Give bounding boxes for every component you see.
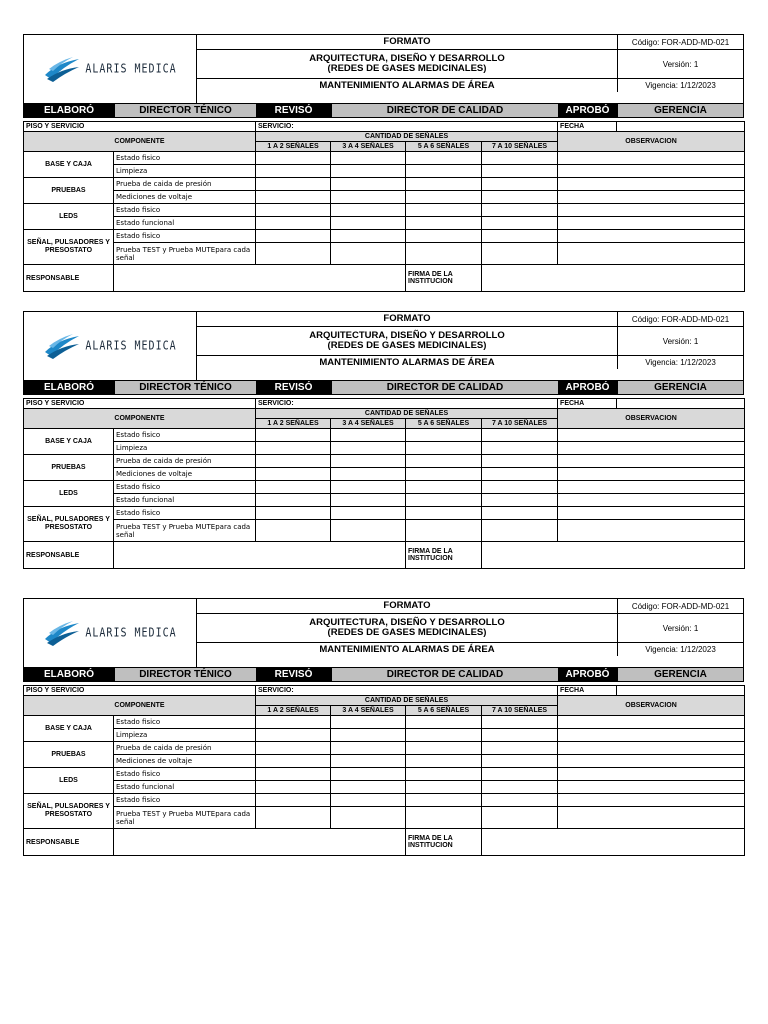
signal-count-cell[interactable] xyxy=(331,455,406,468)
form-header xyxy=(23,311,744,381)
fecha-field[interactable] xyxy=(617,686,745,696)
table-row xyxy=(24,442,745,455)
signal-count-cell[interactable] xyxy=(331,794,406,807)
signal-count-cell[interactable] xyxy=(406,217,482,230)
signal-count-cell[interactable] xyxy=(482,243,558,265)
form-title-line2: (REDES DE GASES MEDICINALES) xyxy=(327,340,487,351)
elaboro-label: ELABORÓ xyxy=(24,381,114,394)
observation-cell[interactable] xyxy=(558,442,745,455)
aprobo-label: APROBÓ xyxy=(558,668,617,681)
signal-count-cell[interactable] xyxy=(482,191,558,204)
component-item-label: Estado fisico xyxy=(114,204,256,217)
form-header xyxy=(23,34,744,104)
table-row xyxy=(24,429,745,442)
observation-cell[interactable] xyxy=(558,429,745,442)
maintenance-form-3 xyxy=(23,598,744,856)
signal-count-cell[interactable] xyxy=(331,729,406,742)
signal-count-cell[interactable] xyxy=(331,742,406,755)
signal-count-cell[interactable] xyxy=(406,468,482,481)
observation-cell[interactable] xyxy=(558,794,745,807)
aprobo-label: APROBÓ xyxy=(558,381,617,394)
observation-cell[interactable] xyxy=(558,468,745,481)
component-item-label: Limpieza xyxy=(114,165,256,178)
elaboro-value: DIRECTOR TÉNICO xyxy=(114,668,256,681)
formato-label: FORMATO xyxy=(197,312,618,326)
component-item-label: Estado fisico xyxy=(114,794,256,807)
signal-count-cell[interactable] xyxy=(482,507,558,520)
component-item-label: Mediciones de voltaje xyxy=(114,468,256,481)
component-group-label: PRUEBAS xyxy=(24,178,114,204)
alaris-logo xyxy=(43,619,176,647)
component-item-label: Prueba de caida de presión xyxy=(114,455,256,468)
fecha-field[interactable] xyxy=(617,122,745,132)
logo-text: ALARIS MEDICA xyxy=(85,339,177,353)
col-header: 5 A 6 SEÑALES xyxy=(406,419,482,429)
signal-count-cell[interactable] xyxy=(482,807,558,829)
formato-label: FORMATO xyxy=(197,35,618,49)
signal-count-cell[interactable] xyxy=(256,191,331,204)
observation-cell[interactable] xyxy=(558,520,745,542)
signal-count-cell[interactable] xyxy=(482,520,558,542)
component-group-label: SEÑAL, PULSADORES Y PRESOSTATO xyxy=(24,507,114,542)
signal-count-cell[interactable] xyxy=(406,742,482,755)
observation-cell[interactable] xyxy=(558,742,745,755)
component-item-label: Estado fisico xyxy=(114,507,256,520)
component-group-label: BASE Y CAJA xyxy=(24,152,114,178)
observation-cell[interactable] xyxy=(558,716,745,729)
signal-count-cell[interactable] xyxy=(331,768,406,781)
signal-count-cell[interactable] xyxy=(482,742,558,755)
observacion-header: OBSERVACION xyxy=(558,132,745,152)
signal-count-cell[interactable] xyxy=(256,755,331,768)
signal-count-cell[interactable] xyxy=(406,481,482,494)
signal-count-cell[interactable] xyxy=(482,455,558,468)
signal-count-cell[interactable] xyxy=(331,481,406,494)
alaris-logo xyxy=(43,55,176,83)
inspection-table xyxy=(23,685,745,856)
responsable-label: RESPONSABLE xyxy=(24,265,114,292)
responsable-field[interactable] xyxy=(114,542,406,569)
signal-count-cell[interactable] xyxy=(256,494,331,507)
col-header: 5 A 6 SEÑALES xyxy=(406,142,482,152)
signal-count-cell[interactable] xyxy=(482,716,558,729)
signal-count-cell[interactable] xyxy=(406,152,482,165)
table-row xyxy=(24,494,745,507)
signal-count-cell[interactable] xyxy=(256,165,331,178)
fecha-field[interactable] xyxy=(617,399,745,409)
approvals-bar xyxy=(23,381,744,395)
signal-count-cell[interactable] xyxy=(482,481,558,494)
signal-count-cell[interactable] xyxy=(256,807,331,829)
alaris-logo xyxy=(43,332,176,360)
signal-count-cell[interactable] xyxy=(406,230,482,243)
component-group-label: LEDS xyxy=(24,768,114,794)
signal-count-cell[interactable] xyxy=(406,429,482,442)
signal-count-cell[interactable] xyxy=(331,468,406,481)
logo-cell xyxy=(24,599,197,667)
fecha-label: FECHA xyxy=(558,399,617,409)
signal-count-cell[interactable] xyxy=(256,442,331,455)
signal-count-cell[interactable] xyxy=(256,507,331,520)
observacion-header: OBSERVACION xyxy=(558,409,745,429)
form-header xyxy=(23,598,744,668)
table-row xyxy=(24,507,745,520)
signal-count-cell[interactable] xyxy=(331,755,406,768)
signal-count-cell[interactable] xyxy=(331,152,406,165)
firma-field[interactable] xyxy=(482,265,745,292)
componente-header: COMPONENTE xyxy=(24,132,256,152)
observation-cell[interactable] xyxy=(558,217,745,230)
reviso-value: DIRECTOR DE CALIDAD xyxy=(331,381,558,394)
signal-count-cell[interactable] xyxy=(406,716,482,729)
table-row xyxy=(24,217,745,230)
form-title xyxy=(197,614,618,642)
firma-field[interactable] xyxy=(482,542,745,569)
component-item-label: Mediciones de voltaje xyxy=(114,191,256,204)
form-title-line1: ARQUITECTURA, DISEÑO Y DESARROLLO xyxy=(309,53,505,64)
version-label: Versión: 1 xyxy=(662,59,699,69)
component-item-label: Estado fisico xyxy=(114,768,256,781)
component-item-label: Limpieza xyxy=(114,729,256,742)
observation-cell[interactable] xyxy=(558,494,745,507)
form-title-line2: (REDES DE GASES MEDICINALES) xyxy=(327,627,487,638)
firma-label: FIRMA DE LA INSTITUCION xyxy=(406,542,482,569)
table-row xyxy=(24,152,745,165)
signal-count-cell[interactable] xyxy=(406,520,482,542)
maintenance-form-1 xyxy=(23,34,744,292)
elaboro-value: DIRECTOR TÉNICO xyxy=(114,381,256,394)
signal-count-cell[interactable] xyxy=(482,494,558,507)
reviso-label: REVISÓ xyxy=(256,381,331,394)
observation-cell[interactable] xyxy=(558,507,745,520)
componente-header: COMPONENTE xyxy=(24,409,256,429)
col-header: 1 A 2 SEÑALES xyxy=(256,706,331,716)
signal-count-cell[interactable] xyxy=(256,204,331,217)
approvals-bar xyxy=(23,104,744,118)
signal-count-cell[interactable] xyxy=(256,742,331,755)
signal-count-cell[interactable] xyxy=(406,165,482,178)
signal-count-cell[interactable] xyxy=(256,520,331,542)
component-item-label: Estado funcional xyxy=(114,217,256,230)
version-label: Versión: 1 xyxy=(662,623,699,633)
observation-cell[interactable] xyxy=(558,191,745,204)
table-row xyxy=(24,165,745,178)
component-group-label: LEDS xyxy=(24,481,114,507)
logo-text: ALARIS MEDICA xyxy=(85,626,177,640)
observation-cell[interactable] xyxy=(558,204,745,217)
table-row xyxy=(24,729,745,742)
signal-count-cell[interactable] xyxy=(331,178,406,191)
reviso-label: REVISÓ xyxy=(256,668,331,681)
col-header: 1 A 2 SEÑALES xyxy=(256,142,331,152)
form-title-line1: ARQUITECTURA, DISEÑO Y DESARROLLO xyxy=(309,617,505,628)
servicio-field[interactable]: SERVICIO: xyxy=(256,399,558,409)
signal-count-cell[interactable] xyxy=(482,230,558,243)
servicio-field[interactable]: SERVICIO: xyxy=(256,122,558,132)
component-item-label: Prueba de caida de presión xyxy=(114,178,256,191)
signal-count-cell[interactable] xyxy=(331,217,406,230)
observation-cell[interactable] xyxy=(558,781,745,794)
firma-label: FIRMA DE LA INSTITUCION xyxy=(406,829,482,856)
signal-count-cell[interactable] xyxy=(331,243,406,265)
signal-count-cell[interactable] xyxy=(406,729,482,742)
signal-count-cell[interactable] xyxy=(406,494,482,507)
signal-count-cell[interactable] xyxy=(406,442,482,455)
codigo-label: Código: FOR-ADD-MD-021 xyxy=(631,314,730,324)
responsable-label: RESPONSABLE xyxy=(24,829,114,856)
component-group-label: BASE Y CAJA xyxy=(24,429,114,455)
col-header: 7 A 10 SEÑALES xyxy=(482,419,558,429)
firma-field[interactable] xyxy=(482,829,745,856)
signal-count-cell[interactable] xyxy=(482,152,558,165)
aprobo-value: GERENCIA xyxy=(617,104,743,117)
table-row xyxy=(24,455,745,468)
component-item-label: Prueba TEST y Prueba MUTEpara cada señal xyxy=(114,807,256,829)
col-header: 5 A 6 SEÑALES xyxy=(406,706,482,716)
signal-count-cell[interactable] xyxy=(331,807,406,829)
signal-count-cell[interactable] xyxy=(482,729,558,742)
observation-cell[interactable] xyxy=(558,755,745,768)
fecha-label: FECHA xyxy=(558,686,617,696)
logo-cell xyxy=(24,35,197,103)
firma-label: FIRMA DE LA INSTITUCION xyxy=(406,265,482,292)
component-item-label: Estado fisico xyxy=(114,230,256,243)
signal-count-cell[interactable] xyxy=(482,178,558,191)
signal-count-cell[interactable] xyxy=(331,191,406,204)
piso-servicio-label: PISO Y SERVICIO xyxy=(24,686,256,696)
signal-count-cell[interactable] xyxy=(482,429,558,442)
codigo-label: Código: FOR-ADD-MD-021 xyxy=(631,37,730,47)
cantidad-header: CANTIDAD DE SEÑALES xyxy=(256,132,558,142)
col-header: 1 A 2 SEÑALES xyxy=(256,419,331,429)
observation-cell[interactable] xyxy=(558,481,745,494)
responsable-field[interactable] xyxy=(114,829,406,856)
table-row xyxy=(24,807,745,829)
form-subtitle: MANTENIMIENTO ALARMAS DE ÁREA xyxy=(197,643,618,656)
piso-servicio-label: PISO Y SERVICIO xyxy=(24,399,256,409)
signal-count-cell[interactable] xyxy=(256,716,331,729)
component-group-label: PRUEBAS xyxy=(24,742,114,768)
component-item-label: Estado funcional xyxy=(114,494,256,507)
signal-count-cell[interactable] xyxy=(256,152,331,165)
signal-count-cell[interactable] xyxy=(256,768,331,781)
observation-cell[interactable] xyxy=(558,729,745,742)
table-row xyxy=(24,204,745,217)
approvals-bar xyxy=(23,668,744,682)
component-item-label: Estado funcional xyxy=(114,781,256,794)
form-subtitle: MANTENIMIENTO ALARMAS DE ÁREA xyxy=(197,356,618,369)
col-header: 7 A 10 SEÑALES xyxy=(482,142,558,152)
component-group-label: SEÑAL, PULSADORES Y PRESOSTATO xyxy=(24,230,114,265)
vigencia-label: Vigencia: 1/12/2023 xyxy=(645,81,716,90)
servicio-field[interactable]: SERVICIO: xyxy=(256,686,558,696)
formato-label: FORMATO xyxy=(197,599,618,613)
fecha-label: FECHA xyxy=(558,122,617,132)
signal-count-cell[interactable] xyxy=(331,494,406,507)
signal-count-cell[interactable] xyxy=(331,781,406,794)
component-group-label: LEDS xyxy=(24,204,114,230)
signal-count-cell[interactable] xyxy=(256,729,331,742)
inspection-table xyxy=(23,398,745,569)
signal-count-cell[interactable] xyxy=(331,520,406,542)
signal-count-cell[interactable] xyxy=(256,468,331,481)
table-row xyxy=(24,230,745,243)
signal-count-cell[interactable] xyxy=(331,230,406,243)
signal-count-cell[interactable] xyxy=(406,807,482,829)
signal-count-cell[interactable] xyxy=(482,794,558,807)
observation-cell[interactable] xyxy=(558,178,745,191)
table-row xyxy=(24,178,745,191)
table-row xyxy=(24,794,745,807)
signal-count-cell[interactable] xyxy=(331,716,406,729)
component-item-label: Estado fisico xyxy=(114,481,256,494)
observacion-header: OBSERVACION xyxy=(558,696,745,716)
signal-count-cell[interactable] xyxy=(406,178,482,191)
cantidad-header: CANTIDAD DE SEÑALES xyxy=(256,409,558,419)
component-group-label: PRUEBAS xyxy=(24,455,114,481)
form-title xyxy=(197,50,618,78)
signal-count-cell[interactable] xyxy=(406,507,482,520)
aprobo-label: APROBÓ xyxy=(558,104,617,117)
responsable-label: RESPONSABLE xyxy=(24,542,114,569)
reviso-label: REVISÓ xyxy=(256,104,331,117)
component-item-label: Limpieza xyxy=(114,442,256,455)
responsable-field[interactable] xyxy=(114,265,406,292)
form-title-line2: (REDES DE GASES MEDICINALES) xyxy=(327,63,487,74)
table-row xyxy=(24,191,745,204)
observation-cell[interactable] xyxy=(558,165,745,178)
table-row xyxy=(24,243,745,265)
signal-count-cell[interactable] xyxy=(331,442,406,455)
observation-cell[interactable] xyxy=(558,243,745,265)
observation-cell[interactable] xyxy=(558,768,745,781)
reviso-value: DIRECTOR DE CALIDAD xyxy=(331,104,558,117)
signal-count-cell[interactable] xyxy=(256,481,331,494)
col-header: 7 A 10 SEÑALES xyxy=(482,706,558,716)
vigencia-label: Vigencia: 1/12/2023 xyxy=(645,358,716,367)
signal-count-cell[interactable] xyxy=(482,442,558,455)
form-title xyxy=(197,327,618,355)
signal-count-cell[interactable] xyxy=(331,204,406,217)
table-row xyxy=(24,468,745,481)
observation-cell[interactable] xyxy=(558,807,745,829)
form-title-line1: ARQUITECTURA, DISEÑO Y DESARROLLO xyxy=(309,330,505,341)
component-item-label: Estado fisico xyxy=(114,152,256,165)
signal-count-cell[interactable] xyxy=(331,165,406,178)
observation-cell[interactable] xyxy=(558,230,745,243)
table-row xyxy=(24,755,745,768)
signal-count-cell[interactable] xyxy=(256,794,331,807)
signal-count-cell[interactable] xyxy=(406,455,482,468)
signal-count-cell[interactable] xyxy=(406,204,482,217)
signal-count-cell[interactable] xyxy=(331,429,406,442)
elaboro-value: DIRECTOR TÉNICO xyxy=(114,104,256,117)
signal-count-cell[interactable] xyxy=(256,178,331,191)
cantidad-header: CANTIDAD DE SEÑALES xyxy=(256,696,558,706)
alaris-logo-icon xyxy=(43,55,81,83)
col-header: 3 A 4 SEÑALES xyxy=(331,419,406,429)
signal-count-cell[interactable] xyxy=(482,755,558,768)
signal-count-cell[interactable] xyxy=(482,165,558,178)
component-item-label: Prueba TEST y Prueba MUTEpara cada señal xyxy=(114,520,256,542)
version-label: Versión: 1 xyxy=(662,336,699,346)
maintenance-form-2 xyxy=(23,311,744,569)
componente-header: COMPONENTE xyxy=(24,696,256,716)
col-header: 3 A 4 SEÑALES xyxy=(331,706,406,716)
signal-count-cell[interactable] xyxy=(256,230,331,243)
component-group-label: SEÑAL, PULSADORES Y PRESOSTATO xyxy=(24,794,114,829)
signal-count-cell[interactable] xyxy=(406,768,482,781)
table-row xyxy=(24,768,745,781)
component-item-label: Mediciones de voltaje xyxy=(114,755,256,768)
signal-count-cell[interactable] xyxy=(256,243,331,265)
logo-cell xyxy=(24,312,197,380)
table-row xyxy=(24,716,745,729)
inspection-table xyxy=(23,121,745,292)
table-row xyxy=(24,520,745,542)
observation-cell[interactable] xyxy=(558,455,745,468)
signal-count-cell[interactable] xyxy=(256,217,331,230)
aprobo-value: GERENCIA xyxy=(617,668,743,681)
aprobo-value: GERENCIA xyxy=(617,381,743,394)
vigencia-label: Vigencia: 1/12/2023 xyxy=(645,645,716,654)
signal-count-cell[interactable] xyxy=(406,191,482,204)
signal-count-cell[interactable] xyxy=(406,755,482,768)
signal-count-cell[interactable] xyxy=(256,781,331,794)
codigo-label: Código: FOR-ADD-MD-021 xyxy=(631,601,730,611)
table-row xyxy=(24,742,745,755)
elaboro-label: ELABORÓ xyxy=(24,104,114,117)
piso-servicio-label: PISO Y SERVICIO xyxy=(24,122,256,132)
signal-count-cell[interactable] xyxy=(406,243,482,265)
signal-count-cell[interactable] xyxy=(256,455,331,468)
table-row xyxy=(24,781,745,794)
component-item-label: Estado fisico xyxy=(114,716,256,729)
alaris-logo-icon xyxy=(43,332,81,360)
signal-count-cell[interactable] xyxy=(482,468,558,481)
signal-count-cell[interactable] xyxy=(482,217,558,230)
reviso-value: DIRECTOR DE CALIDAD xyxy=(331,668,558,681)
signal-count-cell[interactable] xyxy=(406,794,482,807)
observation-cell[interactable] xyxy=(558,152,745,165)
signal-count-cell[interactable] xyxy=(406,781,482,794)
component-item-label: Estado fisico xyxy=(114,429,256,442)
signal-count-cell[interactable] xyxy=(482,204,558,217)
signal-count-cell[interactable] xyxy=(256,429,331,442)
form-subtitle: MANTENIMIENTO ALARMAS DE ÁREA xyxy=(197,79,618,92)
component-group-label: BASE Y CAJA xyxy=(24,716,114,742)
component-item-label: Prueba TEST y Prueba MUTEpara cada señal xyxy=(114,243,256,265)
alaris-logo-icon xyxy=(43,619,81,647)
elaboro-label: ELABORÓ xyxy=(24,668,114,681)
col-header: 3 A 4 SEÑALES xyxy=(331,142,406,152)
signal-count-cell[interactable] xyxy=(482,768,558,781)
component-item-label: Prueba de caida de presión xyxy=(114,742,256,755)
signal-count-cell[interactable] xyxy=(482,781,558,794)
table-row xyxy=(24,481,745,494)
logo-text: ALARIS MEDICA xyxy=(85,62,177,76)
signal-count-cell[interactable] xyxy=(331,507,406,520)
